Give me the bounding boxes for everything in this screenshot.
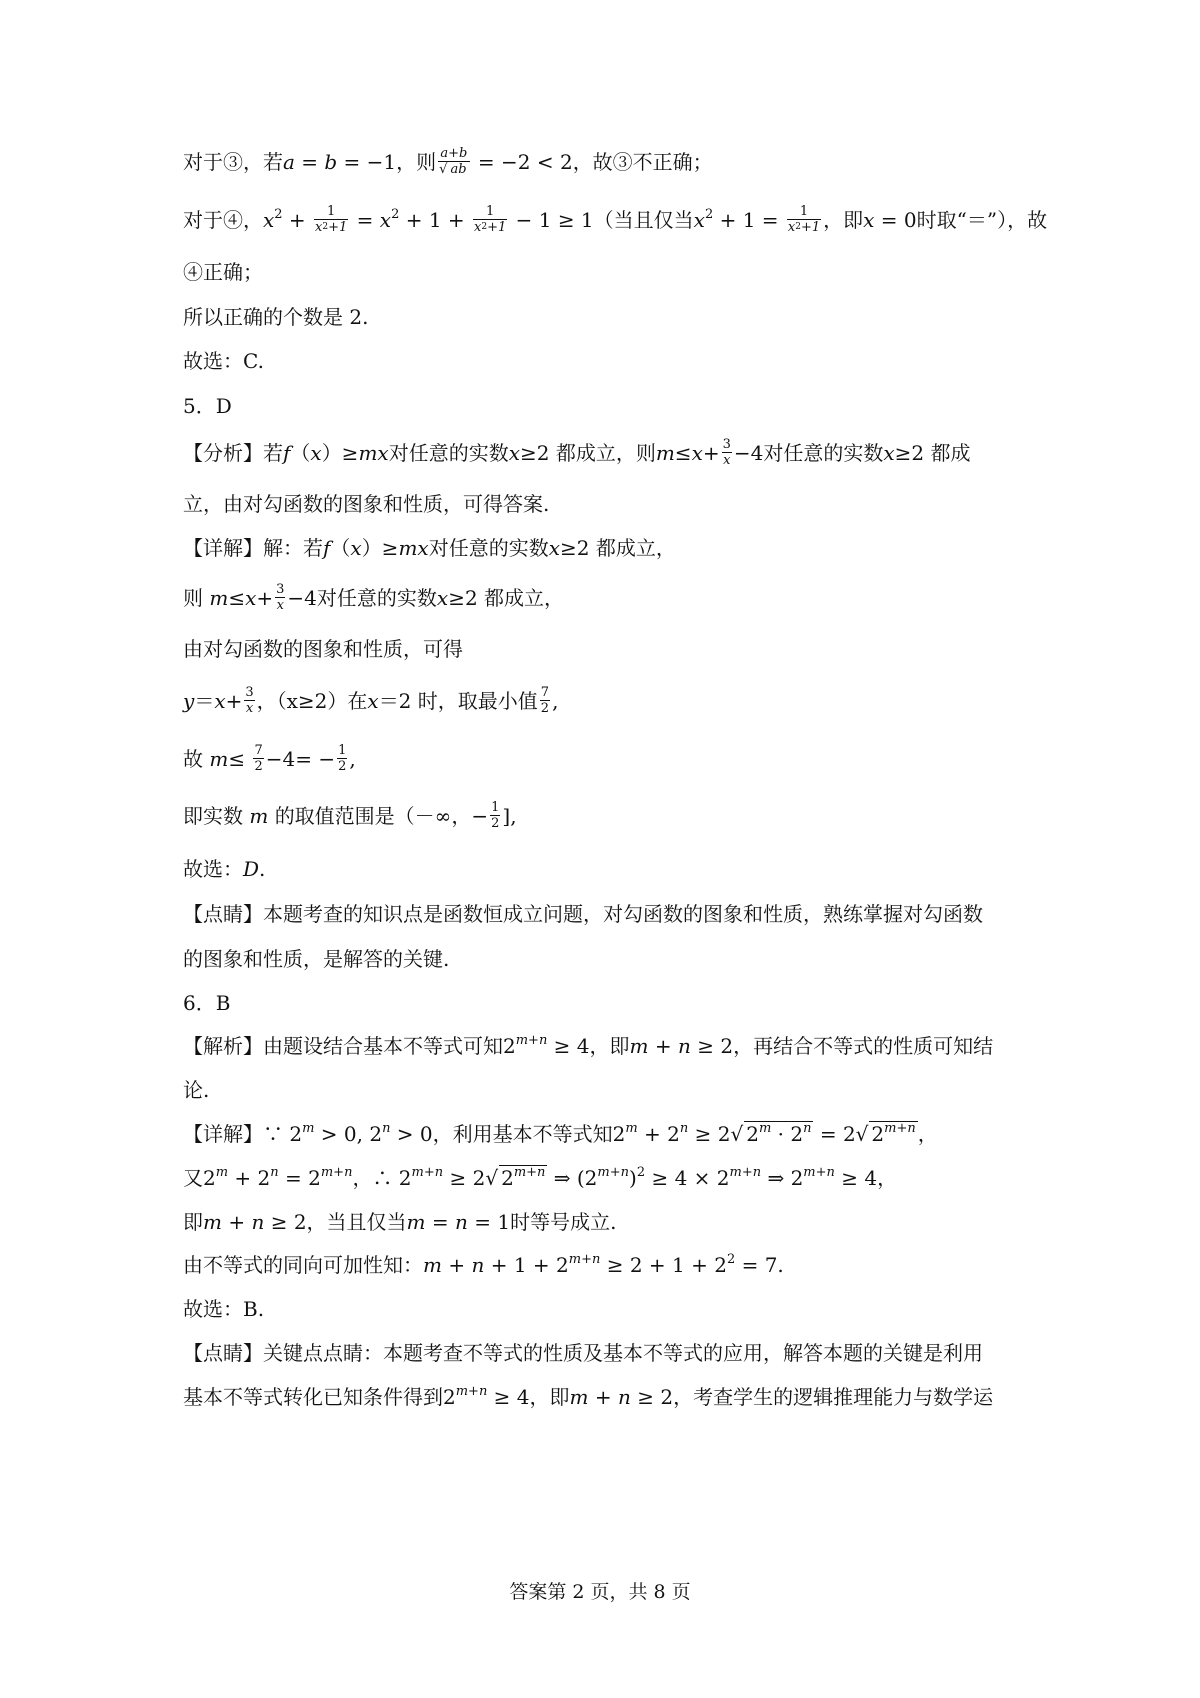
fraction: $\frac{3}{x}$ xyxy=(722,437,731,468)
math: $2^{m+n} \ge 2√$ $2^{m+n}$ ⇒ $(2^{m+n})^2 \ge 4 \times 2^{m+n}$ ⇒ $2^{m+n} \ge 4$ xyxy=(398,1165,878,1190)
math: $2^m + 2^n = 2^{m+n}$ xyxy=(203,1165,353,1190)
math: f（x）≥mx xyxy=(323,536,429,560)
text-line: 所以正确的个数是 2. xyxy=(183,305,369,329)
math: x≥2 xyxy=(508,441,556,465)
text-line: 基本不等式转化已知条件得到$2^{m+n} \ge 4$，即m + n ≥ 2，考查学生的逻辑推理能力与数学运 xyxy=(183,1384,994,1409)
math: m + n ≥ 2 xyxy=(569,1385,674,1409)
math: −4 xyxy=(287,586,317,610)
text-line: 【详解】∵ $2^m > 0$, $2^n > 0$，利用基本不等式知$2^m + 2^n \ge 2√$ $2^m \cdot 2^n = 2√$ $2^{m+n}$ ， xyxy=(183,1121,938,1146)
fraction: $\frac{3}{x}$ xyxy=(245,685,254,716)
text-line: 故选：D. xyxy=(183,857,266,881)
math: m + n ≥ 2 xyxy=(203,1210,307,1234)
text-line: 又$2^m + 2^n = 2^{m+n}$，∴ $2^{m+n} \ge 2√$ $2^{m+n}$ ⇒ $(2^{m+n})^2 \ge 4 \times 2^{m+n}$ ⇒ $2^{m+n} \ge 4$， xyxy=(183,1165,898,1190)
fraction: $\frac{1}{x^2+1}$ xyxy=(315,204,348,235)
math: m≤ xyxy=(203,747,252,771)
math: −4 xyxy=(733,441,764,465)
fraction: $\frac{1}{x^2+1}$ xyxy=(474,204,507,235)
text-line: y＝x+ $\frac{3}{x}$ ，（x≥2）在x＝2 时，取最小值 $\frac{7}{2}$ , xyxy=(183,685,559,716)
text-line: 则 m≤x+ $\frac{3}{x}$ −4对任意的实数x≥2 都成立， xyxy=(183,582,565,613)
page-footer: 答案第 2 页，共 8 页 xyxy=(509,1581,691,1603)
math: = $x^2 + 1$ + xyxy=(350,207,472,232)
text-line: 对于③，若a = b = −1，则 $\frac{a+b}{√ ab}$ = −2 < 2，故③不正确； xyxy=(183,146,713,177)
text-line: 立，由对勾函数的图象和性质，可得答案. xyxy=(183,492,550,516)
fraction: $\frac{1}{2}$ xyxy=(491,800,500,831)
question-number: 5．D xyxy=(183,394,232,418)
math: x＝2 xyxy=(367,689,418,713)
math: $x^2 + 1$ = xyxy=(693,207,785,232)
math: m + n ≥ 2 xyxy=(629,1034,734,1058)
math: $m + n + 1 + 2^{m+n} \ge 2 + 1 + 2^2 = 7$ xyxy=(423,1252,778,1277)
text-line: 由不等式的同向可加性知：$m + n + 1 + 2^{m+n} \ge 2 + 1 + 2^2 = 7$. xyxy=(183,1252,784,1277)
math: m≤x+ xyxy=(203,586,274,610)
math: − 1 ≥ 1 xyxy=(509,208,594,232)
math: $2^m > 0$, $2^n > 0$ xyxy=(283,1121,433,1146)
math: = −2 < 2 xyxy=(471,150,573,174)
fraction: $\frac{1}{x^2+1}$ xyxy=(787,204,821,235)
math: a = b = −1 xyxy=(283,150,397,174)
math: x≥2 xyxy=(436,586,485,610)
text-line: 故选：B. xyxy=(183,1297,265,1321)
fraction: $\frac{3}{x}$ xyxy=(276,582,285,613)
text-line: 由对勾函数的图象和性质，可得 xyxy=(183,637,463,661)
math: m≤x+ xyxy=(655,441,720,465)
text-line: 【点睛】本题考查的知识点是函数恒成立问题，对勾函数的图象和性质，熟练掌握对勾函数 xyxy=(183,902,983,926)
math: $2^{m+n} \ge 4$ xyxy=(443,1384,530,1409)
math: D xyxy=(243,857,260,881)
math: y＝x+ xyxy=(183,689,243,713)
text-line: 故选：C. xyxy=(183,349,264,373)
text-line: 【点睛】关键点点睛：本题考查不等式的性质及基本不等式的应用，解答本题的关键是利用 xyxy=(183,1341,983,1365)
math: $2^m + 2^n \ge 2√$ $2^m \cdot 2^n = 2√$ $2^{m+n}$ xyxy=(612,1121,916,1146)
math: m xyxy=(243,804,275,828)
fraction: $\frac{7}{2}$ xyxy=(540,685,550,716)
text-line: ④正确； xyxy=(183,260,263,284)
text-line: 【分析】若f（x）≥mx对任意的实数x≥2 都成立，则m≤x+ $\frac{3}{x}$ −4对任意的实数x≥2 都成 xyxy=(183,437,971,468)
math: x≥2 xyxy=(883,441,931,465)
text-line: 【详解】解：若f（x）≥mx对任意的实数x≥2 都成立， xyxy=(183,536,676,560)
text-line: 故 m≤ $\frac{7}{2}$ −4= − $\frac{1}{2}$ , xyxy=(183,743,356,774)
fraction: $\frac{7}{2}$ xyxy=(254,743,263,774)
math: f（x）≥mx xyxy=(283,441,389,465)
math: x = 0 xyxy=(863,208,917,232)
text-line: 对于④，$x^2$ + $\frac{1}{x^2+1}$ = $x^2 + 1$ + $\frac{1}{x^2+1}$ − 1 ≥ 1（当且仅当$x^2 + 1$ = $\frac{1}{x^2+1}$ ，即x = 0时取“＝”），故 xyxy=(183,204,1048,235)
text-line: 【解析】由题设结合基本不等式可知$2^{m+n} \ge 4$，即m + n ≥ 2，再结合不等式的性质可知结 xyxy=(183,1033,994,1058)
question-number: 6．B xyxy=(183,991,231,1015)
math: $x^2$ + xyxy=(263,207,313,232)
text-line: 即实数 m 的取值范围是（－∞，− $\frac{1}{2}$ ], xyxy=(183,800,517,831)
text-line: 即m + n ≥ 2，当且仅当m = n = 1时等号成立. xyxy=(183,1210,617,1234)
math: x≥2 xyxy=(548,536,596,560)
fraction: $\frac{1}{2}$ xyxy=(338,743,347,774)
fraction: $\frac{a+b}{√ ab}$ xyxy=(438,146,469,177)
text-line: 论. xyxy=(183,1078,210,1102)
text-line: 的图象和性质，是解答的关键. xyxy=(183,947,450,971)
math: $2^{m+n} \ge 4$ xyxy=(503,1033,590,1058)
math: m = n = 1 xyxy=(406,1210,511,1234)
